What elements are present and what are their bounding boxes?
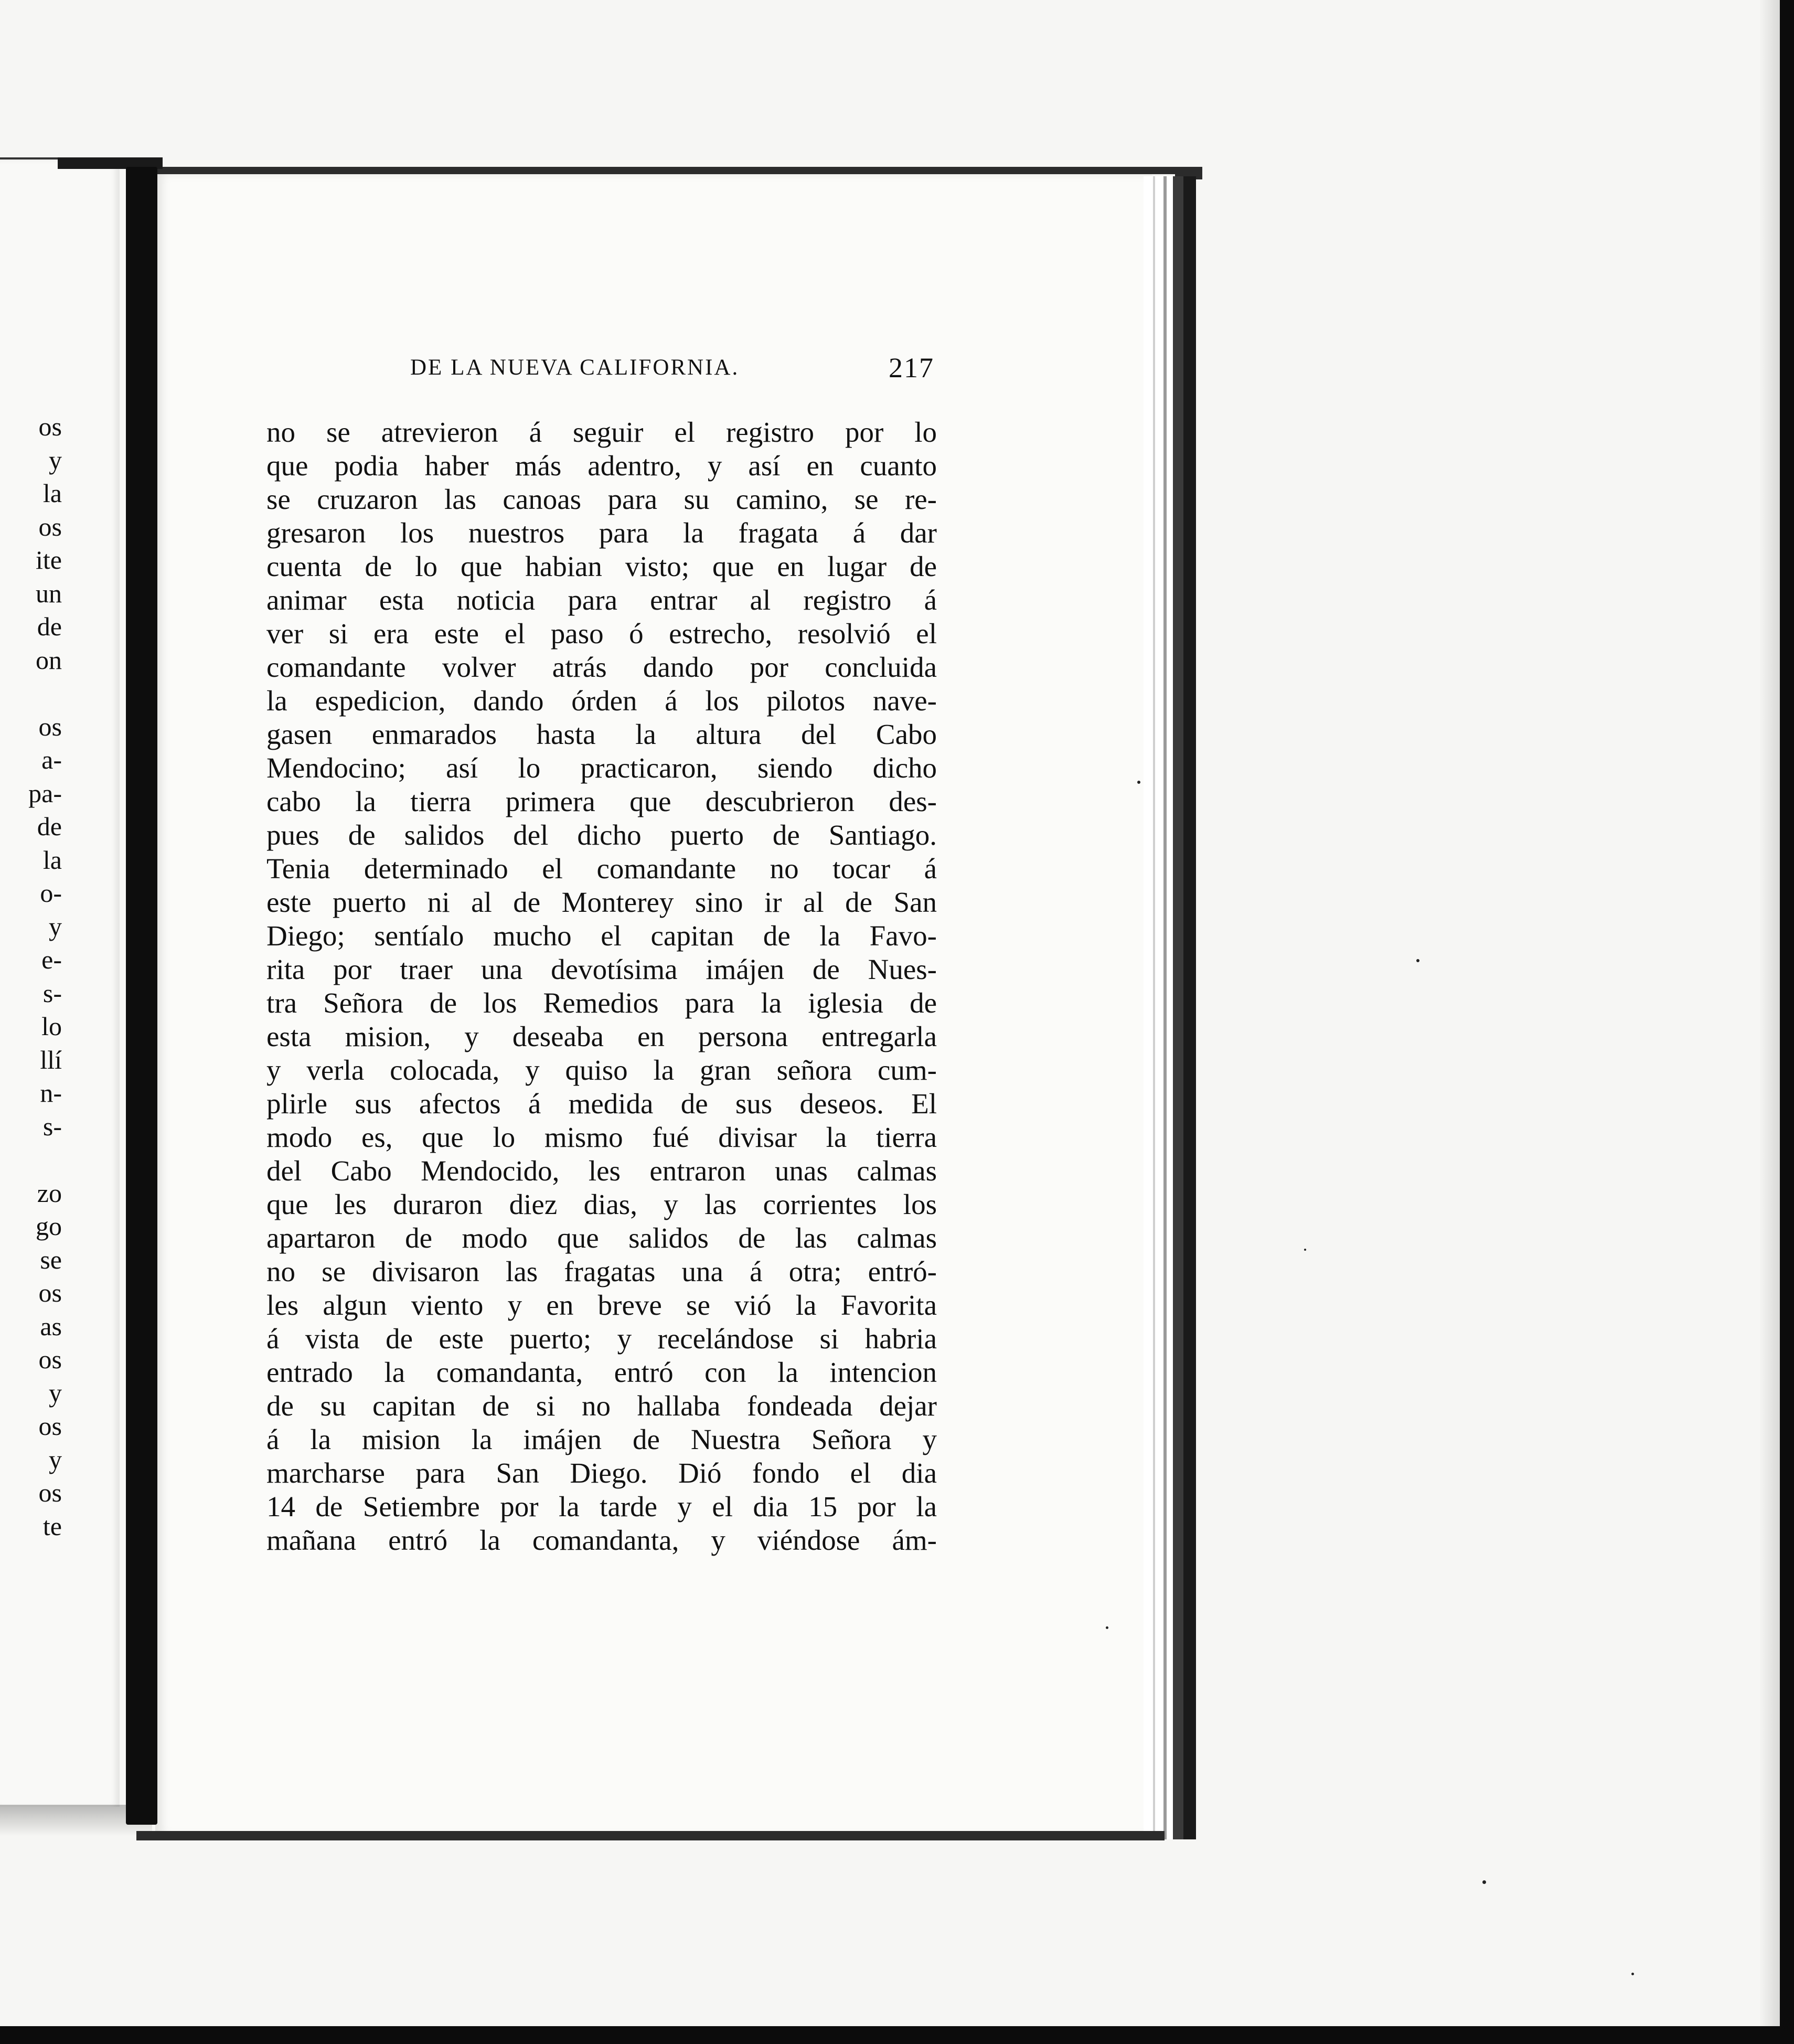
left-text-fragment: un <box>36 578 62 608</box>
page-number: 217 <box>889 352 934 384</box>
text-line: animar esta noticia para entrar al registro á <box>266 584 937 616</box>
text-line: la espedicion, dando órden á los pilotos nave- <box>266 685 937 717</box>
left-text-fragment: ite <box>36 545 62 574</box>
text-line: cabo la tierra primera que descubrieron des- <box>266 785 937 817</box>
text-line: mañana entró la comandanta, y viéndose ám- <box>266 1524 937 1556</box>
left-text-fragment: de <box>37 612 62 641</box>
text-line: Tenia determinado el comandante no tocar á <box>266 853 937 885</box>
text-line: Diego; sentíalo mucho el capitan de la Favo- <box>266 920 937 952</box>
scan-border-bottom <box>0 2026 1794 2044</box>
left-text-fragment: a- <box>41 745 62 774</box>
scan-border-right <box>1780 0 1794 2044</box>
left-text-fragment: y <box>49 1378 62 1408</box>
text-line: rita por traer una devotísima imájen de Nues- <box>266 953 937 985</box>
left-text-fragment: os <box>38 1345 62 1374</box>
text-line: ver si era este el paso ó estrecho, resolvió el <box>266 618 937 650</box>
text-line: no se divisaron las fragatas una á otra; entró- <box>266 1255 937 1287</box>
text-line: gasen enmarados hasta la altura del Cabo <box>266 718 937 750</box>
text-line: apartaron de modo que salidos de las calmas <box>266 1222 937 1254</box>
left-text-fragment: se <box>40 1244 62 1274</box>
left-text-fragment: s- <box>42 978 62 1008</box>
scan-edge-shadow <box>1760 0 1780 2026</box>
left-text-fragment: de <box>37 812 62 841</box>
body-text <box>266 416 937 1557</box>
text-line: modo es, que lo mismo fué divisar la tierra <box>266 1121 937 1153</box>
left-text-fragment: te <box>42 1511 62 1541</box>
text-line: 14 de Setiembre por la tarde y el dia 15 por la <box>266 1491 937 1523</box>
left-text-fragment: zo <box>37 1178 62 1208</box>
text-line: que les duraron diez dias, y las corrientes los <box>266 1188 937 1220</box>
dust-speck <box>1631 1973 1634 1975</box>
text-line: del Cabo Mendocido, les entraron unas calmas <box>266 1155 937 1187</box>
text-line: marcharse para San Diego. Dió fondo el dia <box>266 1457 937 1489</box>
left-text-fragment: la <box>42 478 62 508</box>
left-text-fragment: lo <box>41 1012 62 1041</box>
left-text-fragment: pa- <box>28 778 62 808</box>
left-text-fragment: os <box>38 1411 62 1441</box>
left-text-fragment: os <box>38 1478 62 1507</box>
left-text-fragment: os <box>38 711 62 741</box>
text-line: á vista de este puerto; y recelándose si habria <box>266 1323 937 1355</box>
left-text-fragment: os <box>38 1278 62 1307</box>
left-text-fragment: llí <box>40 1045 62 1074</box>
left-text-fragment <box>0 1143 62 1177</box>
text-line: de su capitan de si no hallaba fondeada dejar <box>266 1390 937 1422</box>
book-spine-gutter <box>126 167 157 1825</box>
text-line: plirle sus afectos á medida de sus deseos. El <box>266 1088 937 1120</box>
left-text-fragment: y <box>49 911 62 941</box>
text-line: á la mision la imájen de Nuestra Señora y <box>266 1423 937 1455</box>
text-line: se cruzaron las canoas para su camino, se re- <box>266 483 937 515</box>
left-text-fragment: go <box>36 1211 62 1241</box>
text-line: este puerto ni al de Monterey sino ir al de San <box>266 886 937 918</box>
left-text-fragment: y <box>49 445 62 475</box>
left-text-fragment: s- <box>42 1111 62 1141</box>
text-line: Mendocino; así lo practicaron, siendo dicho <box>266 752 937 784</box>
left-text-fragment <box>0 677 62 710</box>
text-line: que podia haber más adentro, y así en cuanto <box>266 450 937 482</box>
text-line: cuenta de lo que habian visto; que en lugar de <box>266 550 937 582</box>
left-text-fragment: o- <box>40 878 62 908</box>
left-text-fragment: e- <box>41 945 62 974</box>
dust-speck <box>1482 1880 1486 1884</box>
left-text-fragment: la <box>42 845 62 875</box>
dust-speck <box>1106 1626 1108 1629</box>
page-stack-edges <box>1144 176 1196 1839</box>
left-text-fragment: as <box>40 1311 62 1341</box>
left-text-fragment: n- <box>40 1078 62 1108</box>
text-line: les algun viento y en breve se vió la Favorita <box>266 1289 937 1321</box>
text-line: comandante volver atrás dando por concluida <box>266 651 937 683</box>
left-text-fragment: os <box>38 412 62 441</box>
text-line: entrado la comandanta, entró con la intencion <box>266 1356 937 1388</box>
dust-speck <box>1416 959 1419 962</box>
text-line: pues de salidos del dicho puerto de Santiago. <box>266 819 937 851</box>
running-header <box>410 352 935 388</box>
text-line: tra Señora de los Remedios para la iglesia de <box>266 987 937 1019</box>
text-line: gresaron los nuestros para la fragata á dar <box>266 517 937 549</box>
left-page-text-fragments <box>0 410 62 1543</box>
text-line: no se atrevieron á seguir el registro por lo <box>266 416 937 448</box>
page-bottom-edge <box>136 1831 1165 1840</box>
text-line: esta mision, y deseaba en persona entregarla <box>266 1020 937 1052</box>
left-text-fragment: os <box>38 512 62 541</box>
dust-speck <box>1137 781 1140 784</box>
page-top-edge <box>155 167 1199 174</box>
text-line: y verla colocada, y quiso la gran señora cum- <box>266 1054 937 1086</box>
left-text-fragment: y <box>49 1444 62 1474</box>
dust-speck <box>1304 1249 1306 1251</box>
running-title: DE LA NUEVA CALIFORNIA. <box>410 355 740 380</box>
left-text-fragment: on <box>36 645 62 675</box>
